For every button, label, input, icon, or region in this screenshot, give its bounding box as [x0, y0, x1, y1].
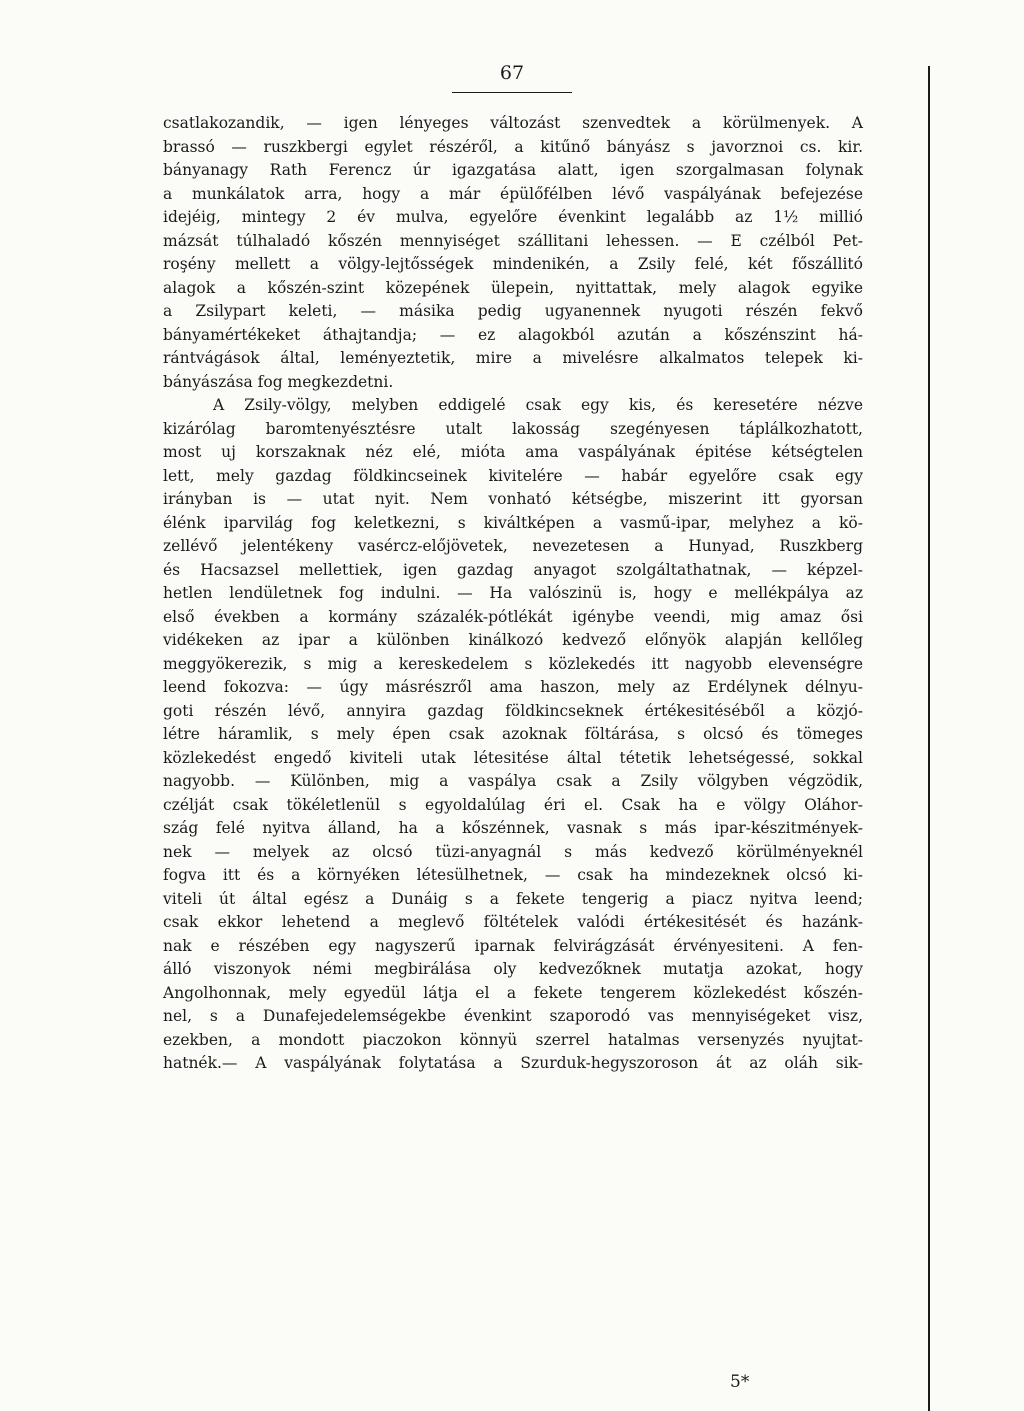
text-line: első években a kormány százalék-pótlékát igénybe veendi, mig amaz ősi: [163, 607, 863, 626]
text-line: közlekedést engedő kiviteli utak létesitése által tétetik lehetségessé, sokkal: [163, 748, 863, 767]
text-line: vidékeken az ipar a különben kinálkozó kedvező előnyök alapján kellőleg: [163, 631, 863, 649]
text-line: ezekben, a mondott piaczokon könnyü szerrel hatalmas versenyzés nyujtat-: [163, 1030, 863, 1049]
text-line: szág felé nyitva álland, ha a kőszénnek, vasnak s más ipar-készitmények-: [163, 819, 863, 837]
header-rule: [452, 92, 572, 93]
text-line: bányanagy Rath Ferencz úr igazgatása alatt, igen szorgalmasan folynak: [163, 161, 863, 179]
text-line: czélját csak tökéletlenül s egyoldalúlag éri el. Csak ha e völgy Oláhor-: [163, 795, 863, 814]
text-line: csak ekkor lehetend a meglevő föltételek valódi értékesitését és hazánk-: [163, 913, 863, 931]
text-line: fogva itt és a környéken létesülhetnek, — csak ha mindezeknek olcsó ki-: [163, 866, 863, 884]
text-line: csatlakozandik, — igen lényeges változást szenvedtek a körülmenyek. A: [163, 114, 863, 132]
text-line: a Zsilypart keleti, — másika pedig ugyanennek nyugoti részén fekvő: [163, 302, 863, 320]
page-edge-line: [928, 66, 930, 1411]
text-line: alagok a kőszén-szint közepének ülepein, nyittattak, mely alagok egyike: [163, 278, 863, 297]
text-line: roşény mellett a völgy-lejtősségek mindenikén, a Zsily felé, két főszállitó: [163, 255, 863, 273]
text-line: zellévő jelentékeny vasércz-előjövetek, nevezetesen a Hunyad, Ruszkberg: [163, 537, 863, 555]
text-line: bányamértékeket áthajtandja; — ez alagokból azután a kőszénszint há-: [163, 325, 863, 344]
text-line: élénk iparvilág fog keletkezni, s kiváltképen a vasmű-ipar, melyhez a kö-: [163, 513, 863, 532]
text-line: nel, s a Dunafejedelemségekbe évenkint szaporodó vas mennyiségeket visz,: [163, 1007, 863, 1025]
text-line: a munkálatok arra, hogy a már épülőfélben lévő vaspályának befejezése: [163, 184, 863, 203]
text-line: álló viszonyok némi megbirálása oly kedvezőknek mutatja azokat, hogy: [163, 960, 863, 978]
text-line: lett, mely gazdag földkincseinek kivitelére — habár egyelőre csak egy: [163, 466, 863, 485]
text-line: nak e részében egy nagyszerű iparnak felvirágzását érvényesiteni. A fen-: [163, 936, 863, 955]
text-line: brassó — ruszkbergi egylet részéről, a kitűnő bányász s javorznoi cs. kir.: [163, 137, 863, 156]
paragraph-end-line: bányászása fog megkezdetni.: [163, 372, 394, 391]
text-line: viteli út által egész a Dunáig s a fekete tengerig a piacz nyitva leend;: [163, 889, 863, 908]
text-line: goti részén lévő, annyira gazdag földkincseknek értékesitéséből a közjó-: [163, 701, 863, 720]
text-line: hetlen lendületnek fog indulni. — Ha valószinü is, hogy e mellékpálya az: [163, 584, 863, 602]
text-line: nek — melyek az olcsó tüzi-anyagnál s más kedvező körülményeknél: [163, 842, 863, 861]
text-line: meggyökerezik, s mig a kereskedelem s közlekedés itt nagyobb elevenségre: [163, 654, 863, 673]
page-number: 67: [499, 62, 525, 84]
paragraph-start-line: A Zsily-völgy, melyben eddigelé csak egy kis, és keresetére nézve: [213, 396, 863, 414]
signature-mark: 5*: [730, 1372, 750, 1392]
text-line: most uj korszaknak néz elé, mióta ama vaspályának épitése kétségtelen: [163, 443, 863, 461]
text-line: rántvágások által, leményeztetik, mire a mivelésre alkalmatos telepek ki-: [163, 349, 863, 367]
text-line: irányban is — utat nyit. Nem vonható kétségbe, miszerint itt gyorsan: [163, 490, 863, 508]
text-line: Angolhonnak, mely egyedül látja el a fekete tengerem közlekedést kőszén-: [163, 983, 863, 1002]
text-line: hatnék.— A vaspályának folytatása a Szurduk-hegyszoroson át az oláh sik-: [163, 1054, 863, 1072]
text-line: nagyobb. — Különben, mig a vaspálya csak a Zsily völgyben végzödik,: [163, 772, 863, 790]
text-line: kizárólag baromtenyésztésre utalt lakosság szegényesen táplálkozhatott,: [163, 419, 863, 438]
text-line: mázsát túlhaladó kőszén mennyiséget szállitani lehessen. — E czélból Pet-: [163, 231, 863, 250]
text-line: és Hacsazsel mellettiek, igen gazdag anyagot szolgáltathatnak, — képzel-: [163, 560, 863, 579]
text-line: létre háramlik, s mely épen csak azoknak föltárása, s olcsó és tömeges: [163, 725, 863, 743]
body-text: [163, 112, 863, 1076]
text-line: leend fokozva: — úgy másrészről ama haszon, mely az Erdélynek délnyu-: [163, 678, 863, 696]
text-line: idejéig, mintegy 2 év mulva, egyelőre évenkint legalább az 1½ millió: [163, 208, 863, 226]
